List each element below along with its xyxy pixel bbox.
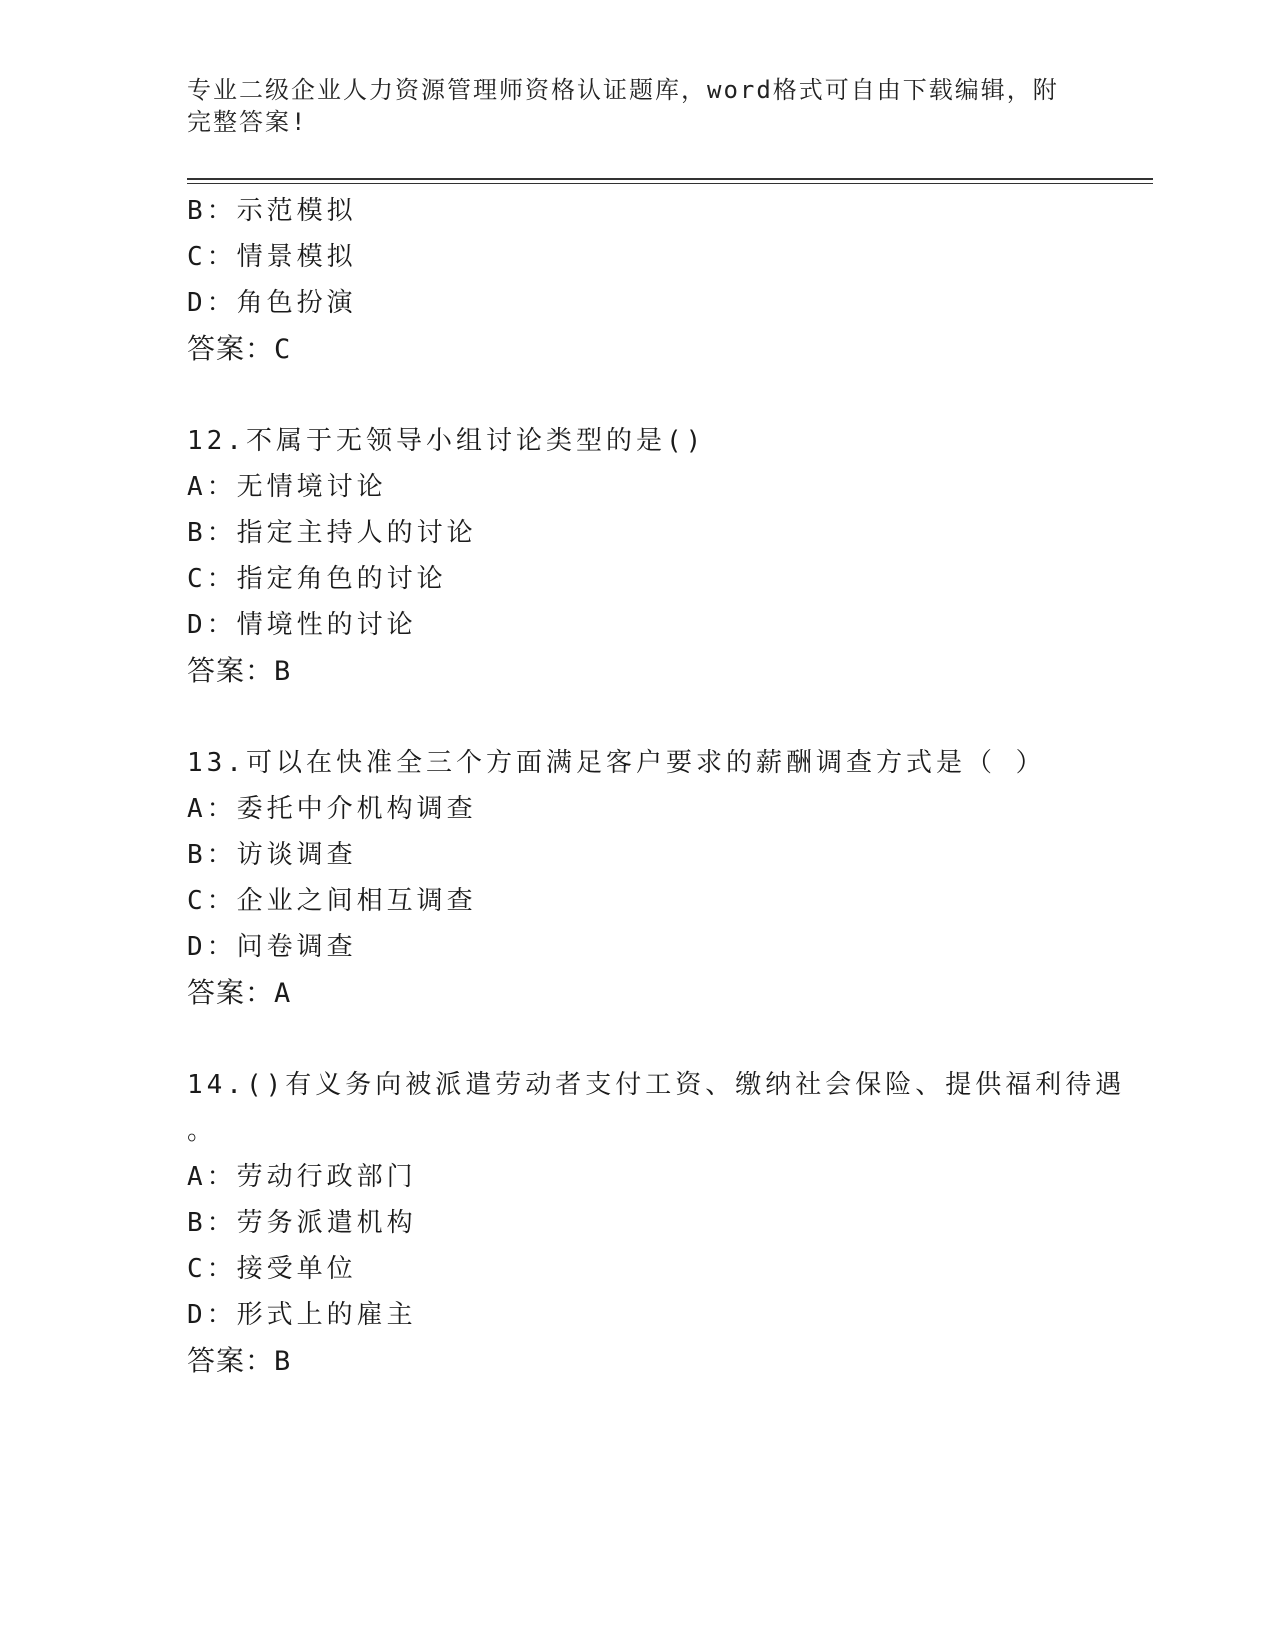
- answer-value: B: [274, 1346, 292, 1377]
- header-text: 专业二级企业人力资源管理师资格认证题库，word格式可自由下载编辑，附完整答案!: [187, 76, 1059, 136]
- answer-label: 答案：: [187, 976, 275, 1009]
- answer-line: [187, 970, 1117, 1016]
- question-14: [187, 1062, 1126, 1384]
- answer-line: [187, 648, 1117, 694]
- answer-label: 答案：: [187, 1344, 275, 1377]
- option-d: D：形式上的雇主: [187, 1300, 417, 1330]
- question-stem-continuation: 。: [187, 1116, 218, 1146]
- header-divider-thick: [187, 178, 1153, 180]
- option-d: D：角色扮演: [187, 288, 357, 318]
- option-b: B：访谈调查: [187, 840, 357, 870]
- spacer: [187, 1016, 1117, 1062]
- answer-line: [187, 1338, 1117, 1384]
- option-a: A：委托中介机构调查: [187, 794, 477, 824]
- question-stem: 12.不属于无领导小组讨论类型的是(): [187, 426, 706, 456]
- option-a: A：劳动行政部门: [187, 1162, 417, 1192]
- spacer: [187, 694, 1117, 740]
- option-c: C：企业之间相互调查: [187, 886, 477, 916]
- question-11-continued: [187, 188, 1117, 372]
- option-c: C：接受单位: [187, 1254, 357, 1284]
- option-b: B：示范模拟: [187, 196, 357, 226]
- question-stem: 13.可以在快准全三个方面满足客户要求的薪酬调查方式是（ ）: [187, 748, 1046, 778]
- option-b: B：指定主持人的讨论: [187, 518, 477, 548]
- answer-value: C: [274, 334, 292, 365]
- answer-value: A: [274, 978, 292, 1009]
- option-d: D：问卷调查: [187, 932, 357, 962]
- option-c: C：指定角色的讨论: [187, 564, 447, 594]
- answer-label: 答案：: [187, 654, 275, 687]
- header-divider-thin: [187, 183, 1153, 184]
- option-d: D：情境性的讨论: [187, 610, 417, 640]
- answer-label: 答案：: [187, 332, 275, 365]
- question-list: [187, 188, 1126, 1384]
- question-stem: 14.()有义务向被派遣劳动者支付工资、缴纳社会保险、提供福利待遇: [187, 1070, 1126, 1100]
- option-a: A：无情境讨论: [187, 472, 387, 502]
- option-b: B：劳务派遣机构: [187, 1208, 417, 1238]
- answer-line: [187, 326, 1117, 372]
- spacer: [187, 372, 1117, 418]
- answer-value: B: [274, 656, 292, 687]
- document-header: [187, 74, 1067, 138]
- option-c: C：情景模拟: [187, 242, 357, 272]
- question-13: [187, 740, 1117, 1016]
- question-12: [187, 418, 1117, 694]
